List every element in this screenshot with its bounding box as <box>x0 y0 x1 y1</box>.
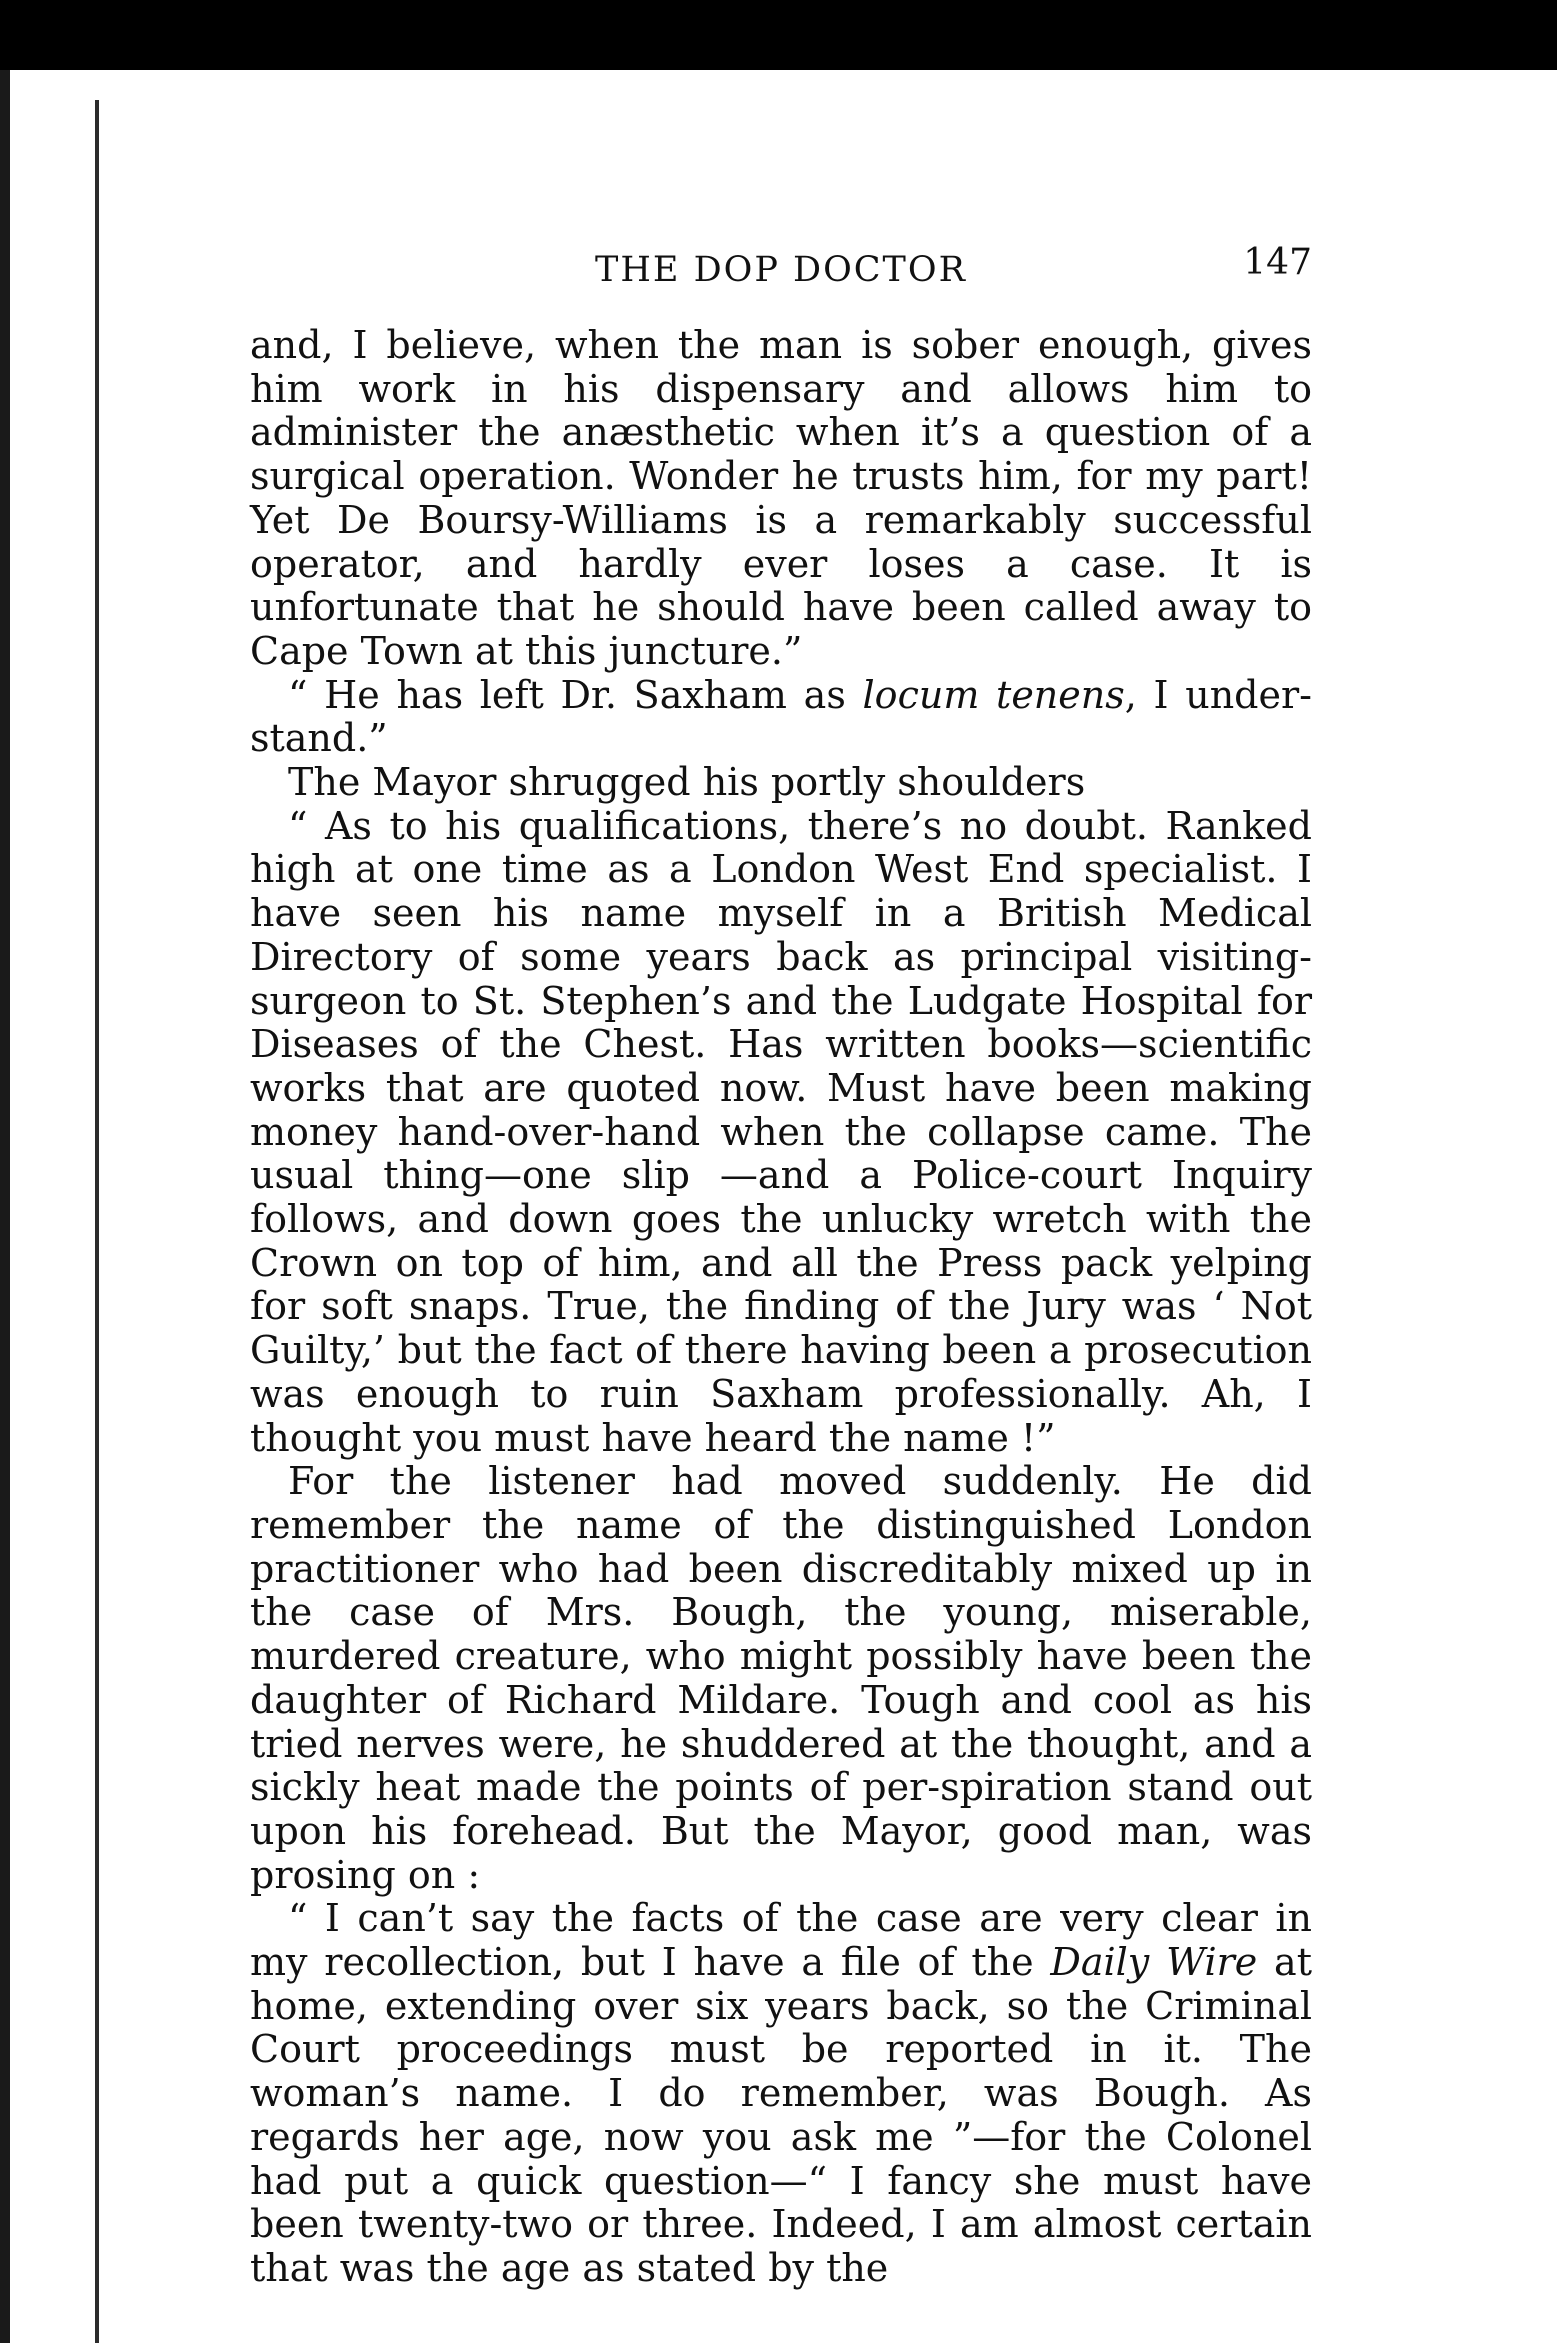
book-page <box>250 242 1313 2291</box>
paragraph: and, I believe, when the man is sober enough, gives him work in his dispensary and allows him to administer the anæsthetic when it’s a question of a surgical operation. Wonder he trusts him, for my part! Yet De Boursy-Williams is a remarkably successful operator, and hardly ever loses a case. It is unfortunate that he should have been called away to Cape Town at this juncture.” <box>250 323 1312 673</box>
page-header <box>250 242 1312 310</box>
scan-top-border <box>0 0 1557 70</box>
paragraph: The Mayor shrugged his portly shoulders <box>288 760 1086 805</box>
running-title: THE DOP DOCTOR <box>595 250 967 290</box>
text-run: “ I can’t say the facts of the case are very clear in my recollection, but I have a file of the <box>250 1896 1312 1985</box>
paragraph: “ As to his qualifications, there’s no doubt. Ranked high at one time as a London West End specialist. I have seen his name myself in a British Medical Directory of some years back as principal visiting-surgeon to St. Stephen’s and the Ludgate Hospital for Diseases of the Chest. Has written books—scientific works that are quoted now. Must have been making money hand-over-hand when the collapse came. The usual thing—one slip —and a Police-court Inquiry follows, and down goes the unlucky wretch with the Crown on top of him, and all the Press pack yelping for soft snaps. True, the finding of the Jury was ‘ Not Guilty,’ but the fact of there having been a prosecution was enough to ruin Saxham professionally. Ah, I thought you must have heard the name !” <box>250 803 1312 1460</box>
paragraph <box>250 674 1312 761</box>
text-run: at home, extending over six years back, so the Criminal Court proceedings must be reported in it. The woman’s name. I do remember, was Bough. As regards her age, now you ask me ”—for the Colonel had put a quick question—“ I fancy she must have been twenty-two or three. Indeed, I am almost certain that was the age as stated by the <box>250 1940 1312 2290</box>
body-text <box>250 324 1312 2291</box>
scan-binding-edge <box>0 70 10 2343</box>
paragraph <box>250 1897 1312 2290</box>
paragraph: For the listener had moved suddenly. He did remember the name of the distinguished London practitioner who had been discreditably mixed up in the case of Mrs. Bough, the young, miserable, murdered creature, who might possibly have been the daughter of Richard Mildare. Tough and cool as his tried nerves were, he shuddered at the thought, and a sickly heat made the points of per-spiration stand out upon his forehead. But the Mayor, good man, was prosing on : <box>250 1459 1312 1897</box>
text-run: “ He has left Dr. Saxham as <box>288 672 863 717</box>
scan-page-edge <box>95 100 99 2343</box>
italic-phrase: locum tenens <box>862 672 1125 717</box>
italic-phrase: Daily Wire <box>1050 1940 1258 1985</box>
text-run: , I under-stand.” <box>250 672 1313 761</box>
page-number: 147 <box>1243 242 1312 283</box>
